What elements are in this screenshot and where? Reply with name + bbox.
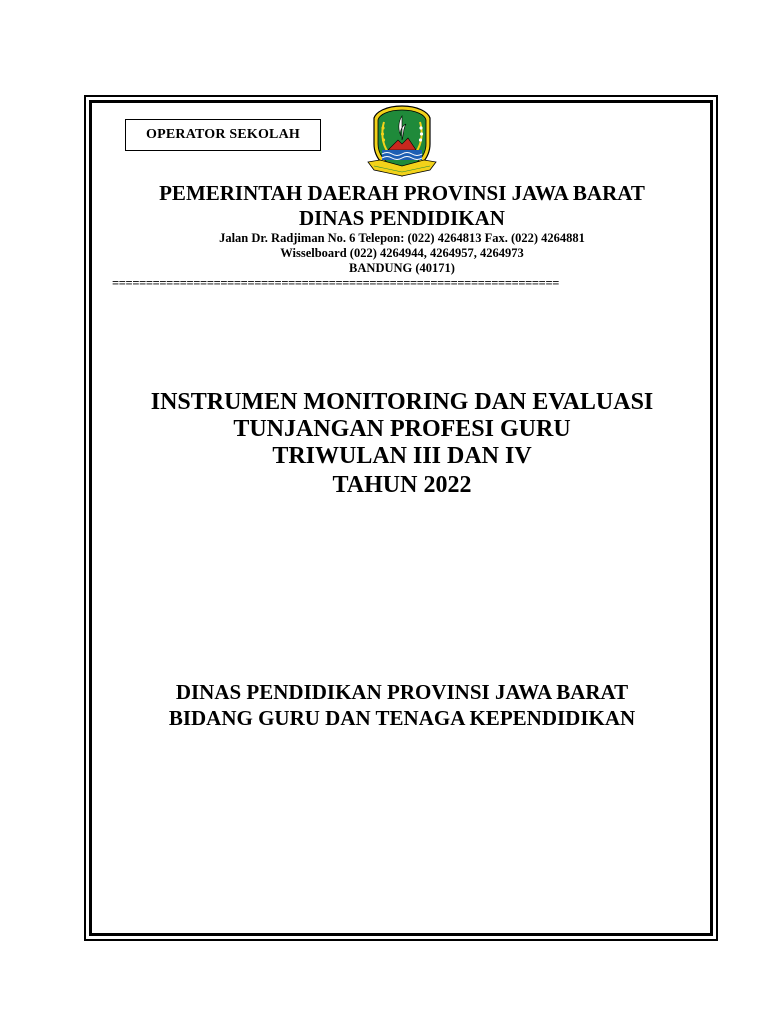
address-line-3: BANDUNG (40171) bbox=[349, 261, 455, 275]
west-java-coat-of-arms-icon bbox=[364, 104, 440, 182]
document-title-line-3: TRIWULAN III DAN IV bbox=[272, 443, 532, 469]
issuer-line-1: DINAS PENDIDIKAN PROVINSI JAWA BARAT bbox=[175, 680, 629, 704]
header-separator: ================================================================== bbox=[112, 276, 560, 290]
document-title-line-1: INSTRUMEN MONITORING DAN EVALUASI bbox=[150, 389, 654, 415]
department-title: DINAS PENDIDIKAN bbox=[299, 206, 505, 230]
government-title: PEMERINTAH DAERAH PROVINSI JAWA BARAT bbox=[159, 181, 645, 205]
address-line-1: Jalan Dr. Radjiman No. 6 Telepon: (022) 4264813 Fax. (022) 4264881 bbox=[219, 231, 585, 245]
operator-label: OPERATOR SEKOLAH bbox=[146, 127, 300, 142]
document-title-line-4: TAHUN 2022 bbox=[332, 472, 472, 498]
document-title-line-2: TUNJANGAN PROFESI GURU bbox=[233, 416, 571, 442]
address-line-2: Wisselboard (022) 4264944, 4264957, 4264973 bbox=[280, 246, 524, 260]
operator-label-box bbox=[125, 119, 321, 151]
issuer-line-2: BIDANG GURU DAN TENAGA KEPENDIDIKAN bbox=[168, 706, 636, 730]
